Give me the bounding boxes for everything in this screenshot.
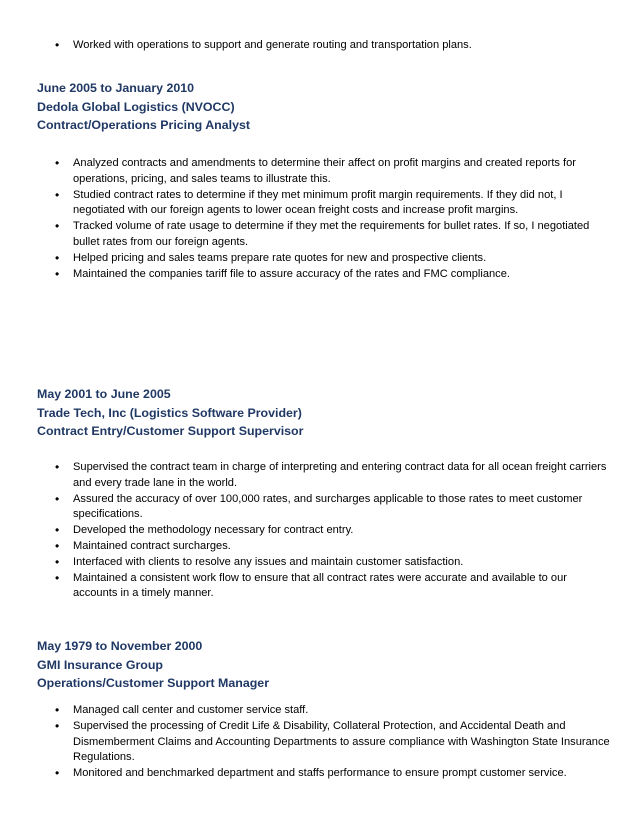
job-dates: May 2001 to June 2005	[37, 387, 171, 401]
job-title: Operations/Customer Support Manager	[37, 676, 270, 691]
job-title: Contract Entry/Customer Support Supervisor	[37, 424, 304, 439]
list-item: • Maintained contract surcharges.	[55, 539, 610, 555]
job-dates: May 1979 to November 2000	[37, 639, 203, 653]
list-item: • Assured the accuracy of over 100,000 rates, and surcharges applicable to those rates to meet customer specifications.	[55, 492, 610, 524]
top-bullet-list	[55, 38, 610, 54]
job-bullet-list-gmi	[55, 703, 610, 782]
job-dates: June 2005 to January 2010	[37, 81, 195, 95]
list-item: • Analyzed contracts and amendments to determine their affect on profit margins and created reports for operations, pricing, and sales teams to illustrate this.	[55, 156, 610, 188]
job-company: GMI Insurance Group	[37, 657, 163, 672]
list-item: • Maintained a consistent work flow to ensure that all contract rates were accurate and available to our accounts in a timely manner.	[55, 571, 610, 603]
list-item: • Helped pricing and sales teams prepare rate quotes for new and prospective clients.	[55, 251, 610, 267]
list-item: • Tracked volume of rate usage to determine if they met the requirements for bullet rates. If so, I negotiated bullet rates from our foreign agents.	[55, 219, 610, 251]
job-company: Trade Tech, Inc (Logistics Software Provider)	[37, 405, 302, 420]
job-header-tradetech	[37, 385, 597, 441]
job-header-dedola	[37, 79, 597, 135]
list-item: • Studied contract rates to determine if they met minimum profit margin requirements. If they did not, I negotiated with our foreign agents to lower ocean freight costs and increase profit margins.	[55, 188, 610, 220]
list-item: • Interfaced with clients to resolve any issues and maintain customer satisfaction.	[55, 555, 610, 571]
list-item: • Supervised the processing of Credit Life & Disability, Collateral Protection, and Accidental Death and Dismemberment Claims and Accounting Departments to assure compliance with Washington State Insurance Regulations.	[55, 719, 610, 766]
list-item: • Developed the methodology necessary for contract entry.	[55, 523, 610, 539]
job-company: Dedola Global Logistics (NVOCC)	[37, 99, 235, 114]
list-item: • Managed call center and customer service staff.	[55, 703, 610, 719]
job-title: Contract/Operations Pricing Analyst	[37, 118, 250, 133]
job-header-gmi	[37, 637, 597, 693]
list-item: • Monitored and benchmarked department and staffs performance to ensure prompt customer service.	[55, 766, 610, 782]
job-bullet-list-dedola	[55, 156, 610, 282]
list-item: • Worked with operations to support and generate routing and transportation plans.	[55, 38, 610, 54]
job-bullet-list-tradetech	[55, 460, 610, 602]
list-item: • Maintained the companies tariff file to assure accuracy of the rates and FMC compliance.	[55, 267, 610, 283]
list-item: • Supervised the contract team in charge of interpreting and entering contract data for all ocean freight carriers and every trade lane in the world.	[55, 460, 610, 492]
